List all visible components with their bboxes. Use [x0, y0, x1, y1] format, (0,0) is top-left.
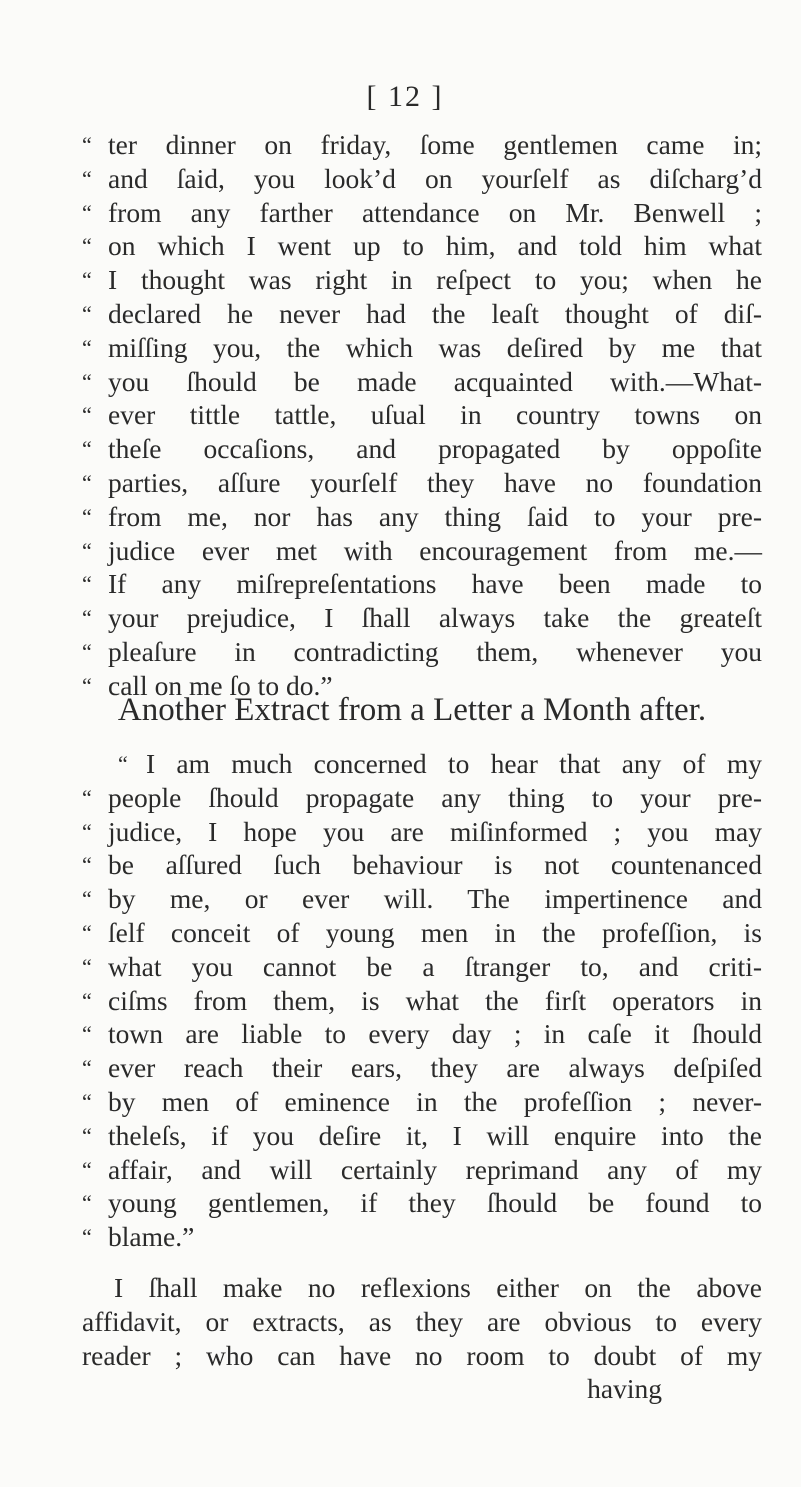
- text-line: [82, 398, 762, 432]
- text-line: I ſhall make no reflexions either on the above: [114, 1272, 762, 1303]
- quote-mark: “: [82, 469, 92, 495]
- line-text: theſe occaſions, and propagated by oppoſite: [108, 433, 762, 465]
- quote-mark: “: [82, 953, 92, 979]
- text-line: [82, 848, 762, 882]
- quote-mark: “: [82, 132, 92, 157]
- text-line: [82, 567, 762, 601]
- line-text: ciſms from them, is what the firſt operators in: [108, 984, 762, 1016]
- quote-mark: “: [82, 537, 92, 563]
- line-text: people ſhould propagate any thing to your pre-: [108, 781, 762, 813]
- text-line: [82, 815, 762, 849]
- line-text: I thought was right in reſpect to you; when he: [108, 264, 762, 296]
- text-line: [82, 500, 762, 534]
- text-line: [82, 229, 762, 263]
- quote-mark: “: [118, 751, 128, 776]
- line-text: ever tittle tattle, uſual in country towns on: [108, 399, 762, 431]
- line-text: judice ever met with encouragement from me.—: [108, 534, 762, 566]
- text-line: [82, 196, 762, 230]
- catchword: having: [587, 1373, 662, 1404]
- quote-mark: “: [82, 300, 92, 326]
- quote-mark: “: [82, 1156, 92, 1182]
- text-line: [82, 263, 762, 297]
- quote-mark: “: [82, 571, 92, 597]
- quote-mark: “: [82, 919, 92, 945]
- commentary-paragraph: [82, 1271, 762, 1372]
- line-text: what you cannot be a ſtranger to, and criti-: [108, 950, 762, 982]
- text-line: [82, 984, 762, 1018]
- text-line: [82, 601, 762, 635]
- quote-mark: “: [82, 784, 92, 810]
- text-line: [82, 1051, 762, 1085]
- quote-mark: “: [82, 368, 92, 394]
- line-text: miſſing you, the which was deſired by me that: [108, 331, 762, 363]
- line-text: be aſſured ſuch behaviour is not countenanced: [108, 849, 762, 881]
- quote-mark: “: [82, 402, 92, 428]
- quote-mark: “: [82, 165, 92, 191]
- quote-mark: “: [82, 605, 92, 631]
- text-line: [82, 534, 762, 568]
- quote-mark: “: [82, 267, 92, 293]
- line-text: ever reach their ears, they are always deſpiſed: [108, 1052, 762, 1084]
- line-text: theleſs, if you deſire it, I will enquire into the: [108, 1119, 762, 1151]
- text-line: reader ; who can have no room to doubt of my: [82, 1339, 762, 1371]
- text-line: affidavit, or extracts, as they are obvious to every: [82, 1305, 762, 1337]
- text-line: [82, 916, 762, 950]
- line-text: on which I went up to him, and told him what: [108, 230, 762, 262]
- quote-mark: “: [82, 987, 92, 1013]
- quote-mark: “: [82, 1055, 92, 1081]
- text-line: [82, 747, 762, 781]
- quote-mark: “: [82, 503, 92, 529]
- text-line: [82, 781, 762, 815]
- text-line: [82, 1119, 762, 1153]
- text-line: [82, 1186, 762, 1220]
- line-text: If any miſrepreſentations have been made to: [108, 568, 762, 600]
- line-text: pleaſure in contradicting them, whenever you: [108, 635, 762, 667]
- quote-mark: “: [82, 199, 92, 225]
- line-text: town are liable to every day ; in caſe it ſhould: [108, 1018, 762, 1050]
- line-text: parties, aſſure yourſelf they have no foundation: [108, 466, 762, 498]
- line-text: by men of eminence in the profeſſion ; never-: [108, 1085, 762, 1117]
- text-line: [82, 950, 762, 984]
- text-line: [82, 1220, 762, 1254]
- line-text: from any farther attendance on Mr. Benwell ;: [108, 196, 762, 228]
- quote-mark: “: [82, 1088, 92, 1114]
- line-text: call on me ſo to do.”: [108, 669, 333, 701]
- text-line: [82, 882, 762, 916]
- quote-mark: “: [82, 233, 92, 259]
- text-line: [82, 466, 762, 500]
- line-text: from me, nor has any thing ſaid to your pre-: [108, 500, 762, 532]
- text-line: [82, 432, 762, 466]
- quote-mark: “: [82, 852, 92, 878]
- line-text: by me, or ever will. The impertinence and: [108, 883, 762, 915]
- line-text: blame.”: [108, 1221, 195, 1253]
- line-text: judice, I hope you are miſinformed ; you may: [108, 815, 762, 847]
- text-line: [82, 128, 762, 162]
- quote-mark: “: [82, 818, 92, 844]
- text-line: [82, 635, 762, 669]
- line-text: affair, and will certainly reprimand any of my: [108, 1153, 762, 1185]
- quote-mark: “: [82, 672, 92, 698]
- text-line: [82, 331, 762, 365]
- quote-mark: “: [82, 886, 92, 912]
- quote-mark: “: [82, 1224, 92, 1250]
- text-line: [82, 1153, 762, 1187]
- text-line: [82, 1085, 762, 1119]
- text-line: [82, 1017, 762, 1051]
- quote-mark: “: [82, 638, 92, 664]
- page-number: [ 12 ]: [366, 80, 444, 113]
- quote-mark: “: [82, 1021, 92, 1047]
- line-text: you ſhould be made acquainted with.—What-: [108, 365, 762, 397]
- line-text: and ſaid, you look’d on yourſelf as diſcharg’d: [108, 162, 762, 194]
- text-line: [82, 297, 762, 331]
- line-text: declared he never had the leaſt thought of diſ-: [108, 297, 762, 329]
- quote-mark: “: [82, 436, 92, 462]
- line-text: your prejudice, I ſhall always take the greateſt: [108, 602, 762, 634]
- line-text: ter dinner on friday, ſome gentlemen came in;: [108, 129, 762, 160]
- letter-extract-2: [82, 747, 762, 1254]
- line-text: ſelf conceit of young men in the profeſſion, is: [108, 916, 762, 948]
- text-line: [82, 162, 762, 196]
- section-heading: Another Extract from a Letter a Month after.: [117, 692, 707, 728]
- line-text: young gentlemen, if they ſhould be found to: [108, 1187, 762, 1219]
- line-text: I am much concerned to hear that any of my: [146, 748, 762, 779]
- quote-mark: “: [82, 1190, 92, 1216]
- letter-extract-1: [82, 128, 762, 703]
- text-line: [82, 365, 762, 399]
- quote-mark: “: [82, 1122, 92, 1148]
- quote-mark: “: [82, 334, 92, 360]
